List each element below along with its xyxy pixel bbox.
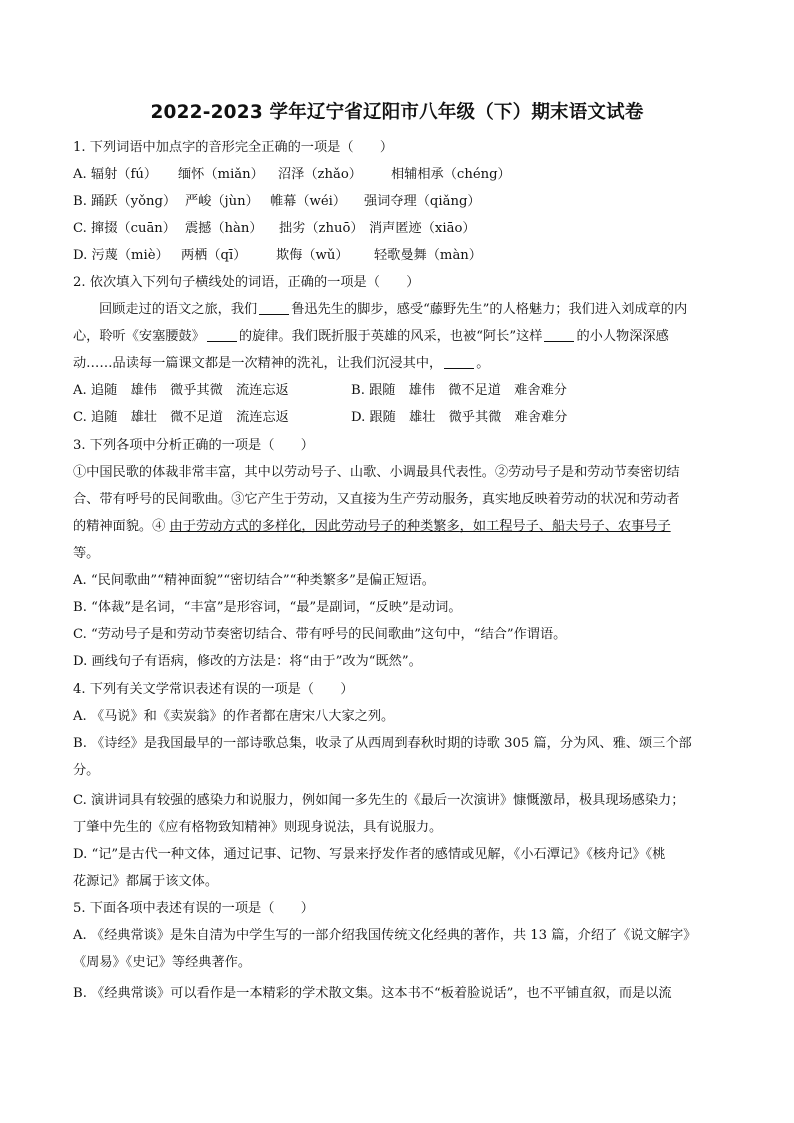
q2-passage-text: 鲁迅先生的脚步，感受“藤野先生”的人格魅力；我们进入刘成章的内 [291,302,688,317]
q1-c-word2: 震撼（hàn） [185,221,263,236]
q5-stem: 5. 下面各项中表述有误的一项是（ ） [73,901,314,916]
q2-option-c[interactable]: C. 追随 雄壮 微不足道 流连忘返 [73,410,289,425]
q1-a-word4: 相辅相承（chéng） [391,167,511,182]
q3-option-d[interactable]: D. 画线句子有语病，修改的方法是：将“由于”改为“既然”。 [73,654,422,669]
q1-option-c[interactable] [73,219,476,239]
q1-d-word1: D. 污蔑（miè） [73,248,169,263]
q1-stem: 1. 下列词语中加点字的音形完全正确的一项是（ ） [73,140,394,155]
q2-passage-text: 回顾走过的语文之旅，我们 [99,302,258,317]
q3-underlined-sentence: 由于劳动方式的多样化，因此劳动号子的种类繁多 [169,519,460,534]
q1-c-word1: C. 撺掇（cuān） [73,221,176,236]
q3-option-c[interactable]: C. “劳动号子是和劳动节奏密切结合、带有呼号的民间歌曲”这句中，“结合”作谓语。 [73,627,567,642]
q1-a-word2: 缅怀（miǎn） [178,167,264,182]
q1-a-word1: A. 辐射（fú） [73,167,158,182]
q1-c-word3: 拙劣（zhuō） [279,221,364,236]
q4-option-d[interactable]: D. “记”是古代一种文体，通过记事、记物、写景来抒发作者的感情或见解，《小石潭记》《核舟记》《桃 [73,847,666,862]
q1-d-word3: 欺侮（wǔ） [276,248,349,263]
q2-stem: 2. 依次填入下列句子横线处的词语，正确的一项是（ ） [73,275,420,290]
fill-blank [207,329,237,342]
q3-passage-line1: ①中国民歌的体裁非常丰富，其中以劳动号子、山歌、小调最具代表性。②劳动号子是和劳动节奏密切结 [73,465,680,480]
q5-option-a-cont: 《周易》《史记》等经典著作。 [73,955,252,970]
q4-option-b[interactable]: B. 《诗经》是我国最早的一部诗歌总集，收录了从西周到春秋时期的诗歌 305 篇，分为风、雅、颂三个部 [73,736,692,751]
q5-option-b[interactable]: B. 《经典常谈》可以看作是一本精彩的学术散文集。这本书不“板着脸说话”，也不平铺直叙，而是以流 [73,986,672,1001]
q2-passage-text: 的旋律。我们既折服于英雄的风采，也被“阿长”这样 [238,329,543,344]
exam-title: 2022-2023 学年辽宁省辽阳市八年级（下）期末语文试卷 [150,102,644,123]
fill-blank [544,329,574,342]
q2-passage-text: 心，聆听《安塞腰鼓》 [73,329,205,344]
fill-blank [259,302,289,315]
q1-option-d[interactable] [73,246,482,266]
q3-passage-line4: 等。 [73,546,100,561]
q5-option-a[interactable]: A. 《经典常谈》是朱自清为中学生写的一部介绍我国传统文化经典的著作，共 13 篇，介绍了《说文解字》 [73,928,697,943]
q3-stem: 3. 下列各项中分析正确的一项是（ ） [73,438,314,453]
q1-b-word1: B. 踊跃（yǒng） [73,194,177,209]
q3-passage-line3 [73,517,733,537]
q2-options-row2 [73,408,567,428]
q3-option-a[interactable]: A. “民间歌曲”“精神面貌”“密切结合”“种类繁多”是偏正短语。 [73,573,435,588]
q1-d-word2: 两栖（qī） [181,248,247,263]
q4-option-a[interactable]: A. 《马说》和《卖炭翁》的作者都在唐宋八大家之列。 [73,709,395,724]
q1-option-b[interactable] [73,192,481,212]
q2-option-b[interactable]: B. 跟随 雄伟 微不足道 难舍难分 [351,383,567,398]
q1-a-word3: 沼泽（zhǎo） [278,167,362,182]
q1-b-word2: 严峻（jùn） [185,194,259,209]
q2-passage-line2 [73,327,733,347]
q1-option-a[interactable] [73,165,511,185]
q2-passage-line3 [73,354,733,374]
q3-option-b[interactable]: B. “体裁”是名词，“丰富”是形容词，“最”是副词，“反映”是动词。 [73,600,462,615]
q2-options-row1 [73,381,567,401]
q1-b-word4: 强词夺理（qiǎng） [364,194,481,209]
q3-passage-text: 的精神面貌。④ [73,519,166,534]
q4-option-c-cont: 丁肇中先生的《应有格物致知精神》则现身说法，具有说服力。 [73,820,443,835]
q4-option-d-cont: 花源记》都属于该文体。 [73,874,219,889]
q4-option-b-cont: 分。 [73,763,100,778]
q2-passage-text: 。 [476,356,490,371]
q3-underlined-sentence-tail: ，如工程号子、船夫号子、农事号子 [459,519,671,534]
q1-b-word3: 帷幕（wéi） [270,194,347,209]
q2-passage-text: 动……品读每一篇课文都是一次精神的洗礼，让我们沉浸其中， [73,356,443,371]
fill-blank [444,356,474,369]
q2-passage-line1 [99,300,733,320]
q2-option-d[interactable]: D. 跟随 雄壮 微乎其微 难舍难分 [351,410,568,425]
q1-c-word4: 消声匿迹（xiāo） [369,221,476,236]
q4-option-c[interactable]: C. 演讲词具有较强的感染力和说服力，例如闻一多先生的《最后一次演讲》慷慨激昂，极具现场感染力； [73,793,685,808]
q2-option-a[interactable]: A. 追随 雄伟 微乎其微 流连忘返 [73,383,289,398]
q4-stem: 4. 下列有关文学常识表述有误的一项是（ ） [73,682,354,697]
q1-d-word4: 轻歌曼舞（màn） [374,248,482,263]
q3-passage-line2: 合、带有呼号的民间歌曲。③它产生于劳动，又直接为生产劳动服务，真实地反映着劳动的状况和劳动者 [73,492,680,507]
q2-passage-text: 的小人物深深感 [576,329,669,344]
